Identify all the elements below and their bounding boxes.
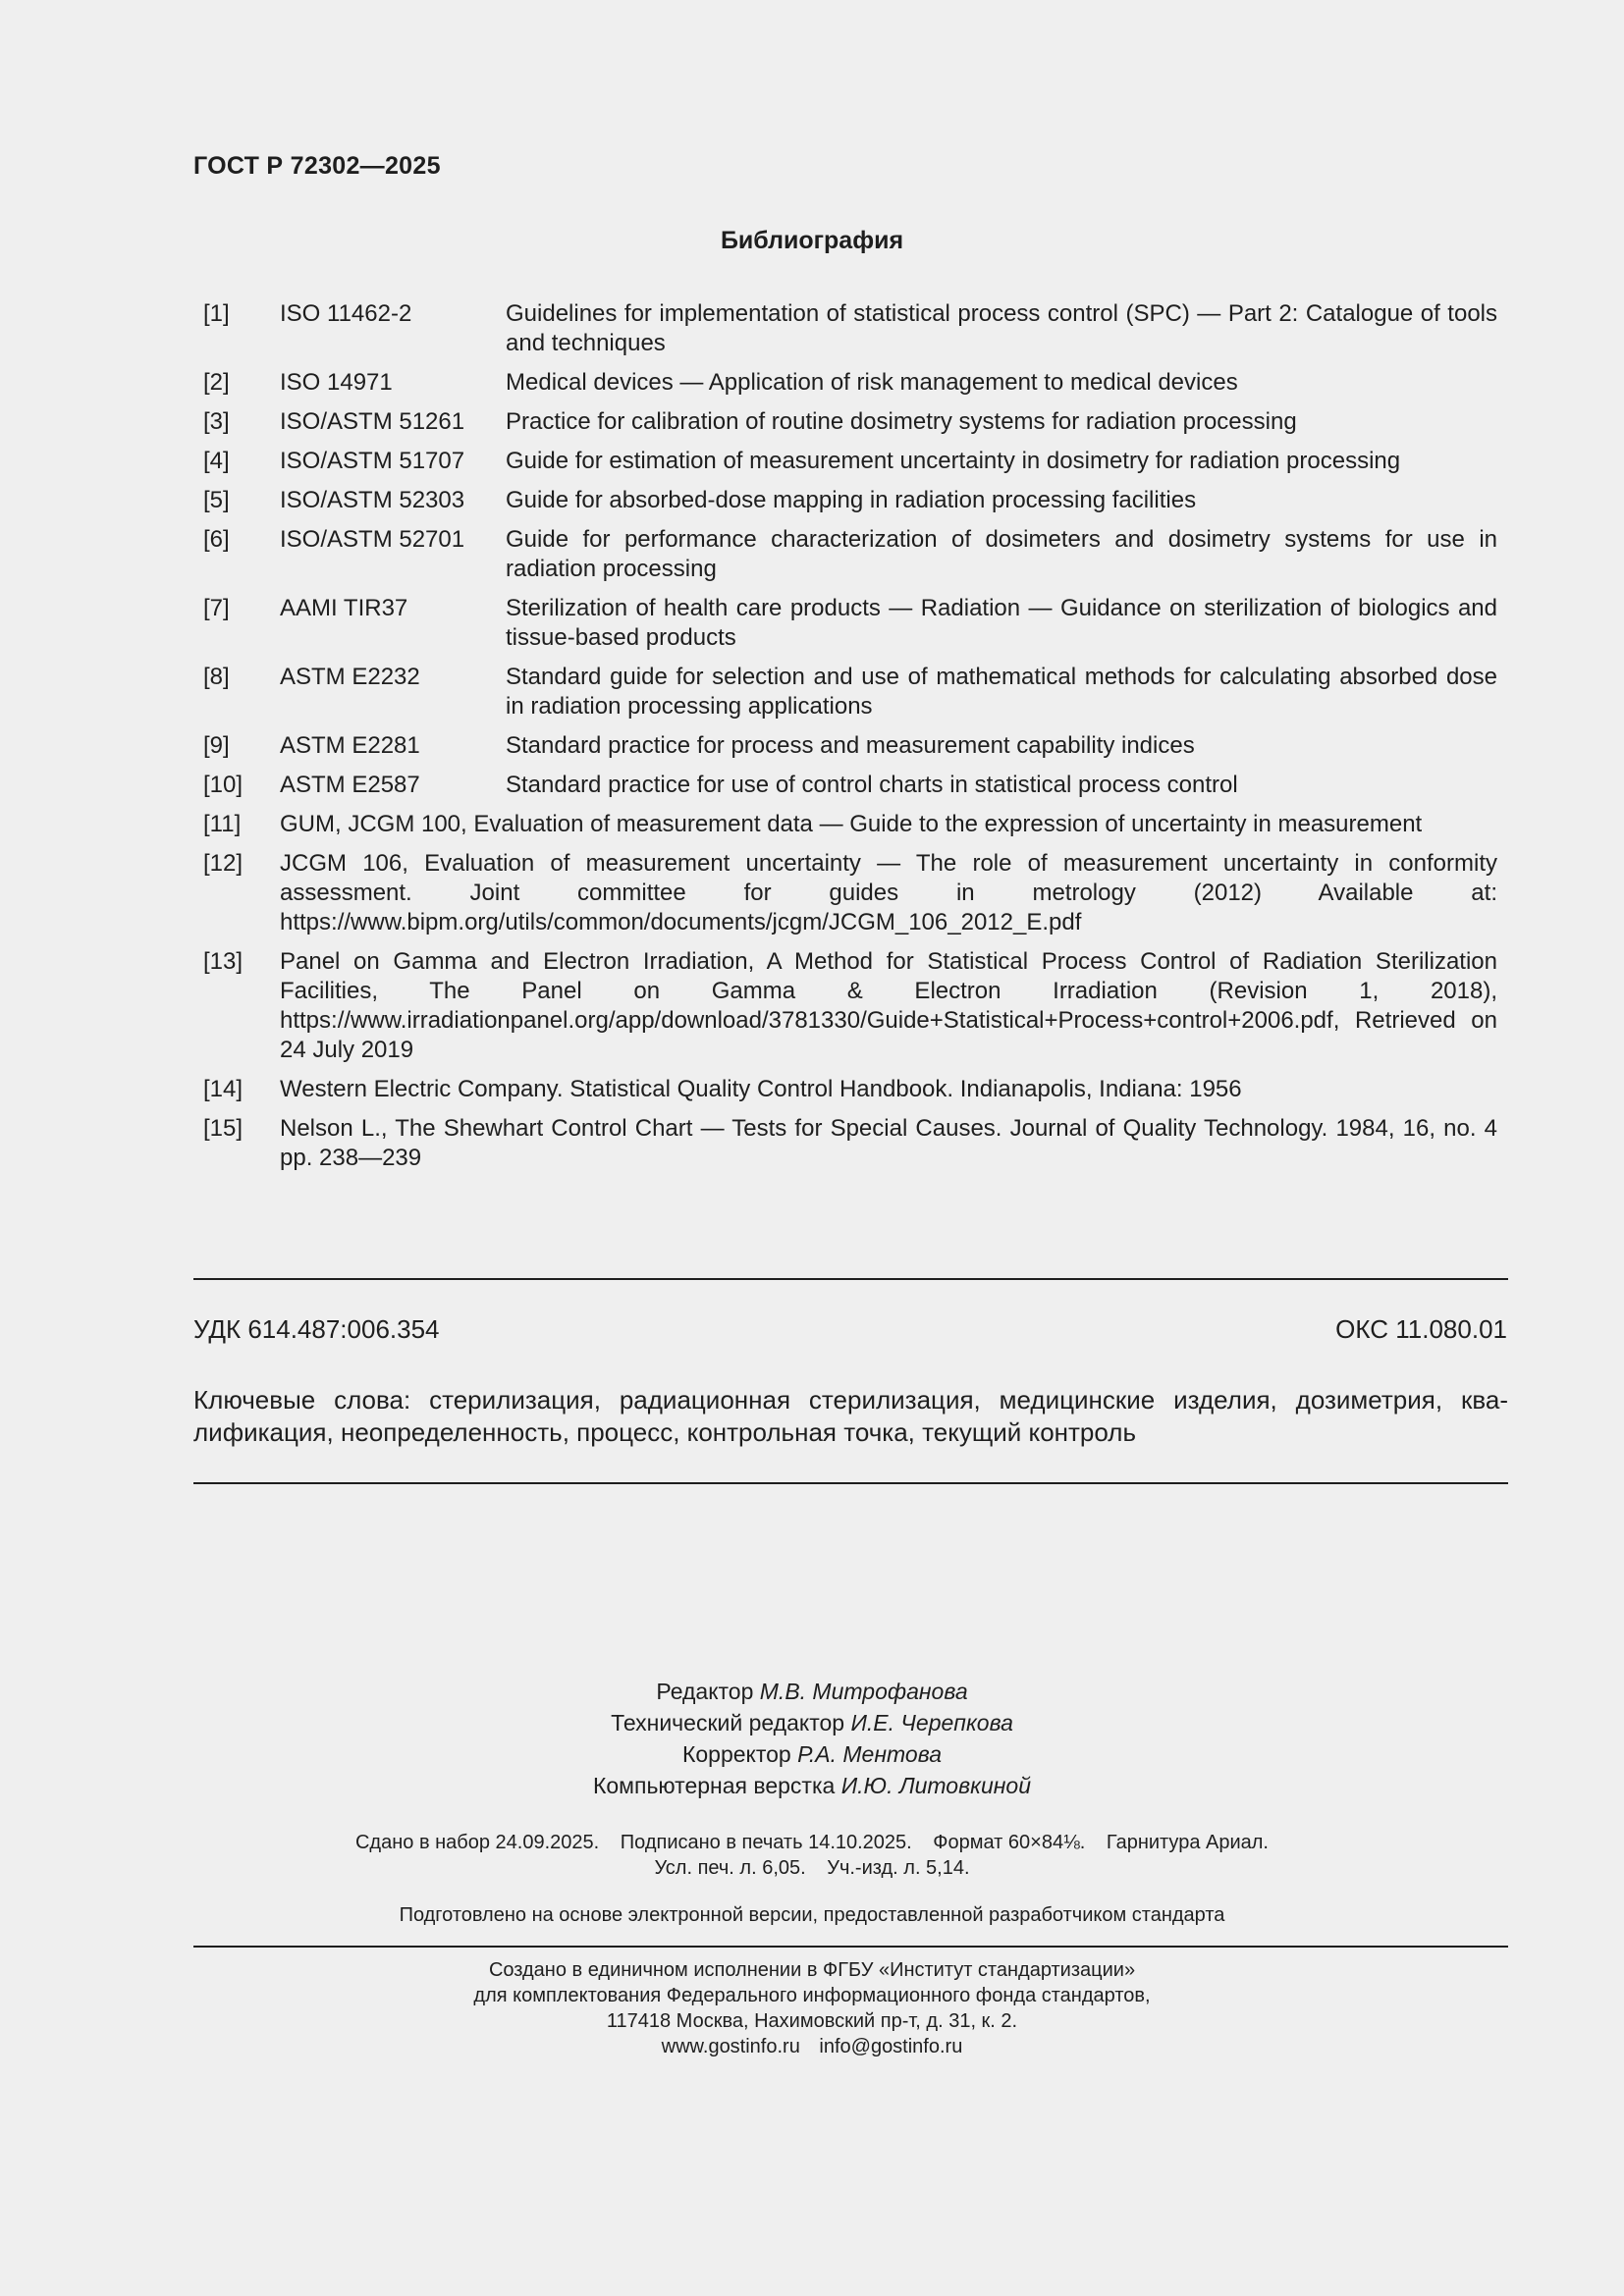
entry-code: ISO/ASTM 52701 [280,526,465,553]
entry-code: ASTM E2281 [280,732,420,759]
entry-text: GUM, JCGM 100, Evaluation of measurement data — Guide to the expression of uncertainty in measurement [280,811,1423,837]
entry-number: [10] [203,772,244,798]
staff-role: Компьютерная верстка [592,1773,836,1798]
footer-line: для комплектования Федерального информационного фонда стандартов, [473,1985,1151,2006]
entry-code: ASTM E2587 [280,772,420,798]
divider-middle [193,1482,1508,1484]
entry-title: Standard practice for use of control charts in statistical process control [506,772,1238,798]
divider-bottom [193,1946,1508,1948]
publisher-sheets: Уч.-изд. л. 5,14. [827,1857,970,1879]
bibliography-title: Библиография [720,227,904,254]
email-link[interactable]: info@gostinfo.ru [819,2036,963,2057]
bibliography-entry [203,771,1497,800]
footer-line: Создано в единичном исполнении в ФГБУ «Институт стандартизации» [488,1959,1136,1981]
entry-number: [2] [203,369,230,396]
entry-number: [14] [203,1076,244,1102]
publishing-info [0,1830,1624,1881]
bibliography-list [203,299,1497,1183]
entry-text: Panel on Gamma and Electron Irradiation, A Method for Statistical Process Control of Radiation Sterilization Facilities, The Panel on Gamma & Electron Irradiation (Revision 1, 2018), https://www.irradiationpanel.org/app/download/3781330/Guide+Statistical+Process+control+2006.pdf, Retrieved on 24 July 2019 [280,948,1497,1063]
signed-date: Подписано в печать 14.10.2025. [620,1832,912,1853]
entry-text: Western Electric Company. Statistical Quality Control Handbook. Indianapolis, Indiana: 1956 [280,1076,1242,1102]
entry-title: Medical devices — Application of risk management to medical devices [506,369,1238,396]
entry-number: [12] [203,850,244,877]
staff-line-tech-editor [0,1707,1624,1738]
bibliography-entry [203,1075,1497,1104]
document-number: ГОСТ Р 72302—2025 [193,152,441,180]
footer-contacts [0,2034,1624,2059]
entry-code: ISO/ASTM 52303 [280,487,465,513]
entry-number: [6] [203,526,230,553]
entry-title: Standard practice for process and measurement capability indices [506,732,1195,759]
staff-role: Технический редактор [611,1710,845,1735]
print-sheets: Усл. печ. л. 6,05. [654,1857,806,1879]
staff-name: И.Е. Черепкова [850,1710,1013,1735]
entry-number: [8] [203,664,230,690]
bibliography-entry [203,594,1497,653]
bibliography-entry [203,299,1497,358]
bibliography-entry [203,486,1497,515]
staff-line-proofreader [0,1738,1624,1770]
staff-line-layout [0,1770,1624,1801]
submitted-date: Сдано в набор 24.09.2025. [354,1832,600,1853]
typeface: Гарнитура Ариал. [1106,1832,1269,1853]
oks-code: ОКС 11.080.01 [1335,1314,1507,1344]
bibliography-entry [203,849,1497,937]
entry-number: [7] [203,595,230,621]
entry-title: Guide for performance characterization of dosimeters and dosimetry systems for use in radiation processing [506,526,1497,582]
footer [0,1957,1624,2059]
divider-top [193,1278,1508,1280]
entry-title: Practice for calibration of routine dosimetry systems for radiation processing [506,408,1297,435]
bibliography-entry [203,368,1497,398]
entry-text: Nelson L., The Shewhart Control Chart — Tests for Special Causes. Journal of Quality Technology. 1984, 16, no. 4 pp. 238—239 [280,1115,1497,1171]
bibliography-entry [203,947,1497,1065]
entry-title: Guide for estimation of measurement uncertainty in dosimetry for radiation processing [506,448,1401,474]
bibliography-entry [203,525,1497,584]
paper-format: Формат 60×84⅛. [933,1832,1086,1853]
website-link[interactable]: www.gostinfo.ru [661,2036,800,2057]
bibliography-entry [203,407,1497,437]
prepared-note: Подготовлено на основе электронной версии, предоставленной разработчиком стандарта [399,1904,1225,1926]
entry-number: [4] [203,448,230,474]
staff-name: И.Ю. Литовкиной [840,1773,1031,1798]
keywords: Ключевые слова: стерилизация, радиационная стерилизация, медицинские изделия, дозиметрия, ква-лификация, неопределенность, процесс, контрольная точка, текущий контроль [193,1385,1508,1447]
staff-name: М.В. Митрофанова [759,1679,968,1704]
bibliography-entry [203,731,1497,761]
bibliography-entry [203,447,1497,476]
staff-role: Редактор [656,1679,754,1704]
entry-code: ISO/ASTM 51707 [280,448,465,474]
entry-number: [11] [203,811,242,837]
entry-title: Sterilization of health care products — Radiation — Guidance on sterilization of biologics and tissue-based products [506,595,1497,651]
entry-number: [1] [203,300,230,327]
entry-title: Standard guide for selection and use of mathematical methods for calculating absorbed dose in radiation processing applications [506,664,1497,720]
entry-code: ISO 14971 [280,369,393,396]
entry-text: JCGM 106, Evaluation of measurement uncertainty — The role of measurement uncertainty in conformity assessment. Joint committee for guides in metrology (2012) Available at: https://www.bipm.org/utils/common/documents/jcgm/JCGM_106_2012_E.pdf [280,850,1497,935]
footer-address: 117418 Москва, Нахимовский пр-т, д. 31, к. 2. [606,2010,1018,2032]
entry-number: [3] [203,408,230,435]
entry-title: Guidelines for implementation of statistical process control (SPC) — Part 2: Catalogue of tools and techniques [506,300,1497,356]
staff-name: Р.А. Ментова [797,1741,942,1767]
entry-code: ISO/ASTM 51261 [280,408,465,435]
staff-line-editor [0,1676,1624,1707]
entry-number: [9] [203,732,230,759]
bibliography-entry [203,810,1497,839]
entry-number: [5] [203,487,230,513]
entry-number: [15] [203,1115,244,1142]
entry-code: ASTM E2232 [280,664,420,690]
entry-number: [13] [203,948,244,975]
udc-code: УДК 614.487:006.354 [193,1314,440,1344]
entry-code: ISO 11462-2 [280,300,412,327]
staff-role: Корректор [681,1741,791,1767]
bibliography-entry [203,663,1497,721]
bibliography-entry [203,1114,1497,1173]
entry-title: Guide for absorbed-dose mapping in radiation processing facilities [506,487,1197,513]
entry-code: AAMI TIR37 [280,595,408,621]
editorial-staff [0,1676,1624,1801]
